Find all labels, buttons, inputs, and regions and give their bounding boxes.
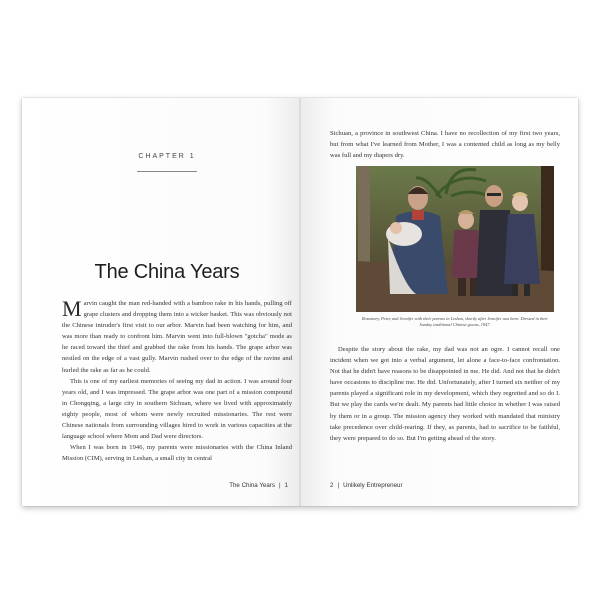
photo-caption: Rosemary, Peter, and Jennifer with their parents in Leshan, shortly after Jennifer was born. Dressed in their Sunday traditional Chinese gowns, 1947. — [361, 316, 549, 327]
paragraph: When I was born in 1946, my parents were missionaries with the China Inland Mission (CIM), serving in Leshan, a small city in central — [62, 444, 292, 463]
paragraph: This is one of my earliest memories of seeing my dad in action. I was around four years old, and I was impressed. The grape arbor was one part of a mission compound in Chongqing, a large city in southern Sichuan, where we lived with approximately eighty people, most of whom were newly recruited missionaries. The rest were Chinese nationals from surrounding villages hired to work in various capacities at the language school where Mom and Dad were directors. — [62, 377, 292, 441]
drop-cap: M — [62, 296, 82, 321]
chapter-title: The China Years — [94, 261, 240, 283]
footer-separator: | — [278, 482, 281, 489]
paragraph: Marvin caught the man red-handed with a bamboo rake in his hands, pulling off grape clusters and dropping them into a wicker basket. This was obviously not the Chinese intruder's first visit to our arbor. Marvin had been watching for him, and was more than ready to confront him. Marvin went into full-blown "gotcha" mode as he raced toward the thief and grabbed the rake from his hands. The grape arbor was nestled on the edge of a vast gully. Marvin rushed over to the edge of the ravine and hurled the rake as far as he could. — [62, 296, 292, 374]
book-spine — [299, 98, 301, 506]
family-photo — [356, 166, 554, 312]
right-footer — [330, 482, 403, 489]
page-number: 2 — [330, 482, 334, 489]
chapter-label: CHAPTER 1 — [138, 153, 196, 160]
running-title: The China Years — [229, 482, 275, 489]
right-top-text — [330, 128, 560, 161]
left-body-text — [62, 298, 292, 464]
right-page — [300, 98, 578, 506]
family-photo-image — [356, 166, 554, 312]
chapter-rule — [137, 171, 197, 172]
left-page — [22, 98, 300, 506]
book-spread — [22, 98, 578, 506]
page-number: 1 — [284, 482, 288, 489]
paragraph: Sichuan, a province in southwest China. I have no recollection of my first two years, but from what I've learned from Mother, I was a contented child as long as my belly was full and my diapers dry. — [330, 130, 560, 160]
running-title: Unlikely Entrepreneur — [343, 482, 403, 489]
paragraph: Despite the story about the rake, my dad was not an ogre. I cannot recall one incident when we got into a verbal argument, let alone a face-to-face confrontation. Not that he didn't have reasons to be disappointed in me. He did. And not that he didn't have occasions to discipline me. He did. Unfortunately, after I turned six neither of my parents played a significant role in my development, which they regretted and so do I. But we play the cards we're dealt. My parents had little choice in whether I was raised by them or in a group. The mission agency they worked with mandated that ministry take precedence over child-rearing. If they, as parents, had to sacrifice to be faithful, they were prepared to do so. But I'm getting ahead of the story. — [330, 346, 560, 442]
footer-separator: | — [337, 482, 340, 489]
right-body-text — [330, 344, 560, 444]
left-footer — [229, 482, 288, 489]
